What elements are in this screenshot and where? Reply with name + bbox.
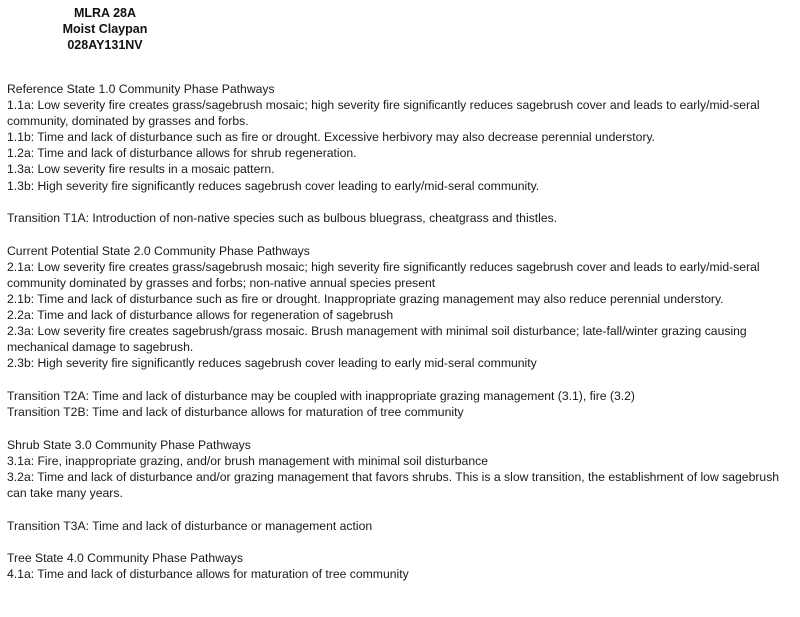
section-heading: Tree State 4.0 Community Phase Pathways xyxy=(7,551,243,566)
transition-t1a: Transition T1A: Introduction of non-native species such as bulbous bluegrass, cheatgrass and thistles. xyxy=(7,211,558,226)
pathway-3-1a: 3.1a: Fire, inappropriate grazing, and/or brush management with minimal soil disturbance xyxy=(7,453,488,468)
site-name: Moist Claypan xyxy=(62,22,148,36)
section-transitions-t2 xyxy=(7,388,795,420)
pathway-1-1a: 1.1a: Low severity fire creates grass/sagebrush mosaic; high severity fire significantly reduces sagebrush cover and leads to early/mid-seral community, dominated by grasses and forbs. xyxy=(7,98,760,129)
mlra-label: MLRA 28A xyxy=(73,6,137,20)
section-transition-t3a xyxy=(7,518,795,534)
pathway-2-2a: 2.2a: Time and lack of disturbance allows for regeneration of sagebrush xyxy=(7,308,394,323)
site-id: 028AY131NV xyxy=(67,38,143,52)
section-transition-t1a xyxy=(7,210,795,226)
transition-t2b: Transition T2B: Time and lack of disturbance allows for maturation of tree community xyxy=(7,405,464,420)
section-heading: Reference State 1.0 Community Phase Pathways xyxy=(7,82,275,96)
transition-t2a: Transition T2A: Time and lack of disturbance may be coupled with inappropriate grazing management (3.1), fire (3.2) xyxy=(7,389,635,403)
pathways-text xyxy=(7,81,795,599)
pathway-3-2a: 3.2a: Time and lack of disturbance and/or grazing management that favors shrubs. This is a slow transition, the establishment of low sagebrush can take many years. xyxy=(7,469,780,500)
section-heading: Shrub State 3.0 Community Phase Pathways xyxy=(7,437,251,452)
section-tree-state xyxy=(7,550,795,582)
section-current-potential-state xyxy=(7,243,795,372)
section-reference-state xyxy=(7,81,795,194)
transition-t3a: Transition T3A: Time and lack of disturbance or management action xyxy=(7,518,373,533)
pathway-1-1b: 1.1b: Time and lack of disturbance such as fire or drought. Excessive herbivory may also decrease perennial understory. xyxy=(7,130,656,145)
section-heading: Current Potential State 2.0 Community Phase Pathways xyxy=(7,243,310,258)
pathway-2-1b: 2.1b: Time and lack of disturbance such as fire or drought. Inappropriate grazing management may also reduce perennial understory. xyxy=(7,292,724,307)
pathway-2-3a: 2.3a: Low severity fire creates sagebrush/grass mosaic. Brush management with minimal soil disturbance; late-fall/winter grazing causing mechanical damage to sagebrush. xyxy=(7,324,747,355)
pathway-1-3b: 1.3b: High severity fire significantly reduces sagebrush cover leading to early/mid-seral community. xyxy=(7,178,540,193)
pathway-1-3a: 1.3a: Low severity fire results in a mosaic pattern. xyxy=(7,162,275,177)
pathway-4-1a: 4.1a: Time and lack of disturbance allows for maturation of tree community xyxy=(7,567,409,582)
section-shrub-state xyxy=(7,437,795,501)
pathway-2-1a: 2.1a: Low severity fire creates grass/sagebrush mosaic; high severity fire significantly reduces sagebrush cover and leads to early/mid-seral community dominated by grasses and forbs; non-native annual species present xyxy=(7,259,760,290)
pathway-2-3b: 2.3b: High severity fire significantly reduces sagebrush cover leading to early mid-seral community xyxy=(7,356,537,371)
pathway-1-2a: 1.2a: Time and lack of disturbance allows for shrub regeneration. xyxy=(7,146,357,161)
document-header xyxy=(50,5,160,53)
